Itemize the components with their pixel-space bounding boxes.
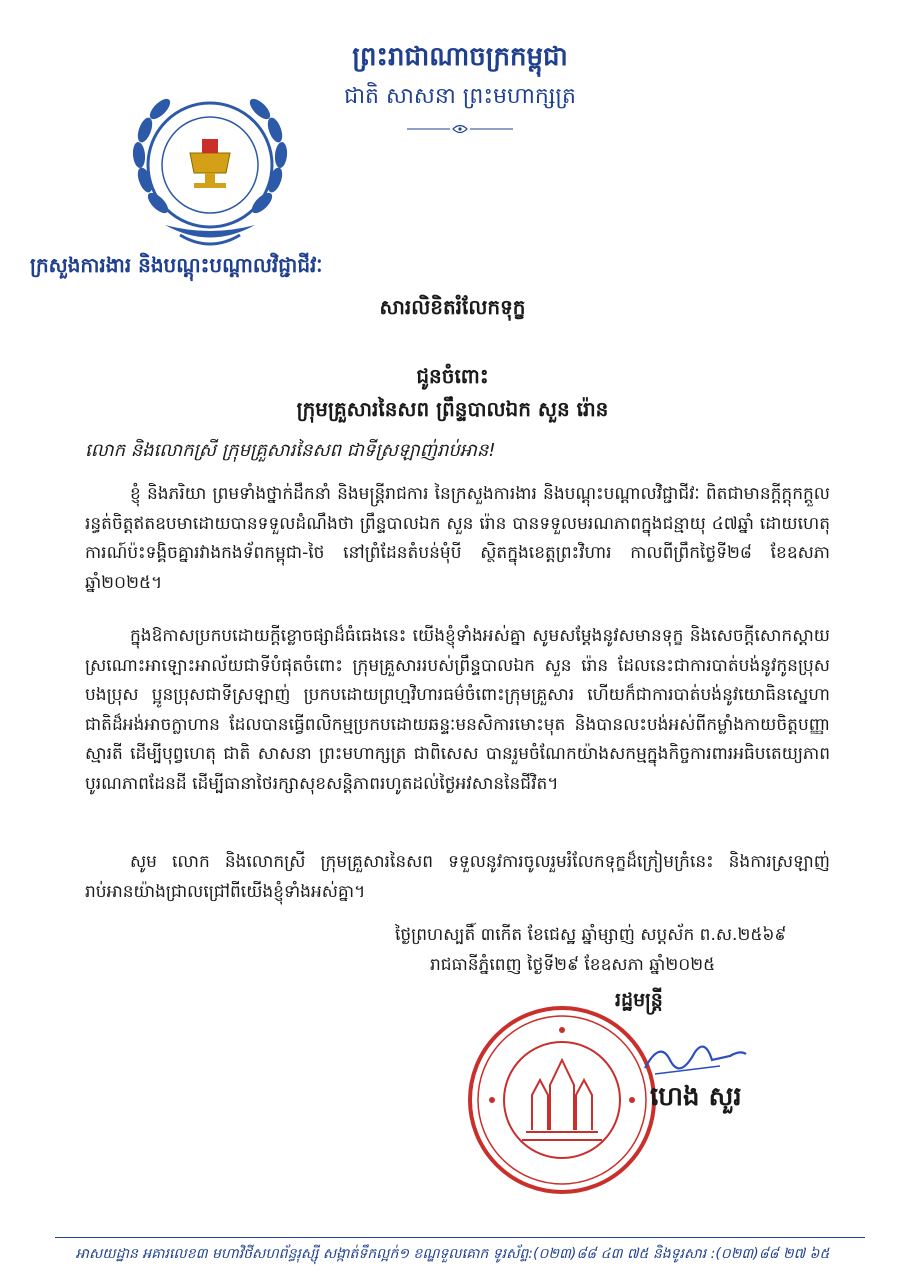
recipient-name: ក្រុមគ្រួសារនៃសព ព្រឹន្ទបាលឯក សួន រ៉ោន: [296, 397, 609, 421]
national-motto: ជាតិ សាសនា ព្រះមហាក្សត្រ: [344, 84, 576, 109]
document-title: សារលិខិតរំលែកទុក្ខ: [379, 295, 526, 319]
place-and-date: រាជធានីភ្នំពេញ ថ្ងៃទី២៩ ខែឧសភា ឆ្នាំ២០២៥: [430, 955, 716, 975]
ministry-logo: [125, 85, 295, 255]
body-paragraph-2: ក្នុងឱកាសប្រកបដោយក្តីខ្លោចផ្សាដ៏ធំធេងនេះ យើងខ្ញុំទាំងអស់គ្នា សូមសម្តែងនូវសមានទុក្ខ និងសេចក្តីសោកស្តាយស្រណោះអាឡោះអាល័យជាទីបំផុតចំពោះ ក្រុមគ្រួសាររបស់ព្រឹន្ទបាលឯក សួន រ៉ោន ដែលនេះជាការបាត់បង់នូវកូនប្រុស បងប្រុស ប្អូនប្រុសជាទីស្រឡាញ់ ប្រកបដោយព្រហ្មវិហារធម៌ចំពោះក្រុមគ្រួសារ ហើយក៏ជាការបាត់បង់នូវយោធិនស្នេហាជាតិដ៏អង់អាចក្លាហាន ដែលបានធ្វើពលិកម្មប្រកបដោយឆន្ទៈមនសិការមោះមុត និងបានលះបង់អស់ពីកម្លាំងកាយចិត្តបញ្ញាស្មារតី ដើម្បីបុព្វហេតុ ជាតិ សាសនា ព្រះមហាក្សត្រ ជាពិសេស បានរួមចំណែកយ៉ាងសកម្មក្នុងកិច្ចការពារអធិបតេយ្យភាព បូរណភាពដែនដី ដើម្បីធានាថៃរក្សាសុខសន្តិភាពរហូតដល់ថ្ងៃអវសាននៃជីវិត។: [85, 626, 830, 794]
ornament-divider-icon: [405, 122, 515, 136]
signature-icon: [640, 1030, 750, 1080]
footer-address: អាសយដ្ឋាន អគារលេខ៣ មហាវិថីសហព័ន្ធរុស្ស៊ី សង្កាត់ទឹកល្អក់១ ខណ្ឌទួលគោក ទូរស័ព្ទ:(០២៣)៨៨ ៤៣ ៧៥ និងទូរសារ :(០២៣)៨៨ ២៧ ៦៥: [75, 1246, 830, 1262]
body-paragraph-3: សូម លោក និងលោកស្រី ក្រុមគ្រួសារនៃសព ទទួលនូវការចូលរួមរំលែកទុក្ខដ៏ក្រៀមក្រំនេះ និងការស្រឡាញ់រាប់អានយ៉ាងជ្រាលជ្រៅពីយើងខ្ញុំទាំងអស់គ្នា។: [85, 852, 830, 902]
body-paragraph-1: ខ្ញុំ និងភរិយា ព្រមទាំងថ្នាក់ដឹកនាំ និងមន្ត្រីរាជការ នៃក្រសួងការងារ និងបណ្តុះបណ្តាលវិជ្ជាជីវៈ ពិតជាមានក្តីក្តុកក្តួលរន្ធត់ចិត្តឥតឧបមាដោយបានទទួលដំណឹងថា ព្រឹន្ទបាលឯក សួន រ៉ោន បានទទួលមរណភាពក្នុងជន្មាយុ ៤៧ឆ្នាំ ដោយហេតុការណ៍ប៉ះទង្គិចគ្នារវាងកងទ័ពកម្ពុជា-ថៃ នៅព្រំដែនតំបន់មុំបី ស្ថិតក្នុងខេត្តព្រះវិហារ កាលពីព្រឹកថ្ងៃទី២៨ ខែឧសភា ឆ្នាំ២០២៥។: [85, 484, 830, 593]
signer-role: រដ្ឋមន្ត្រី: [615, 989, 663, 1011]
signer-name: ហេង សួរ: [650, 1082, 742, 1112]
ministry-name: ក្រសួងការងារ និងបណ្តុះបណ្តាលវិជ្ជាជីវៈ: [30, 253, 323, 277]
recipient-label: ជូនចំពោះ: [416, 364, 489, 388]
ministry-emblem-icon: [125, 85, 295, 255]
kingdom-heading: ព្រះរាជាណាចក្រកម្ពុជា: [352, 42, 568, 72]
footer-divider: [55, 1237, 865, 1238]
lunar-date: ថ្ងៃព្រហស្បតិ៍ ៣កើត ខែជេស្ឋ ឆ្នាំម្សាញ់ សប្តស័ក ព.ស.២៥៦៩: [395, 925, 787, 945]
official-seal-icon: [462, 1000, 662, 1200]
salutation: លោក និងលោកស្រី ក្រុមគ្រួសារនៃសព ជាទីស្រឡាញ់រាប់អាន!: [85, 440, 496, 461]
